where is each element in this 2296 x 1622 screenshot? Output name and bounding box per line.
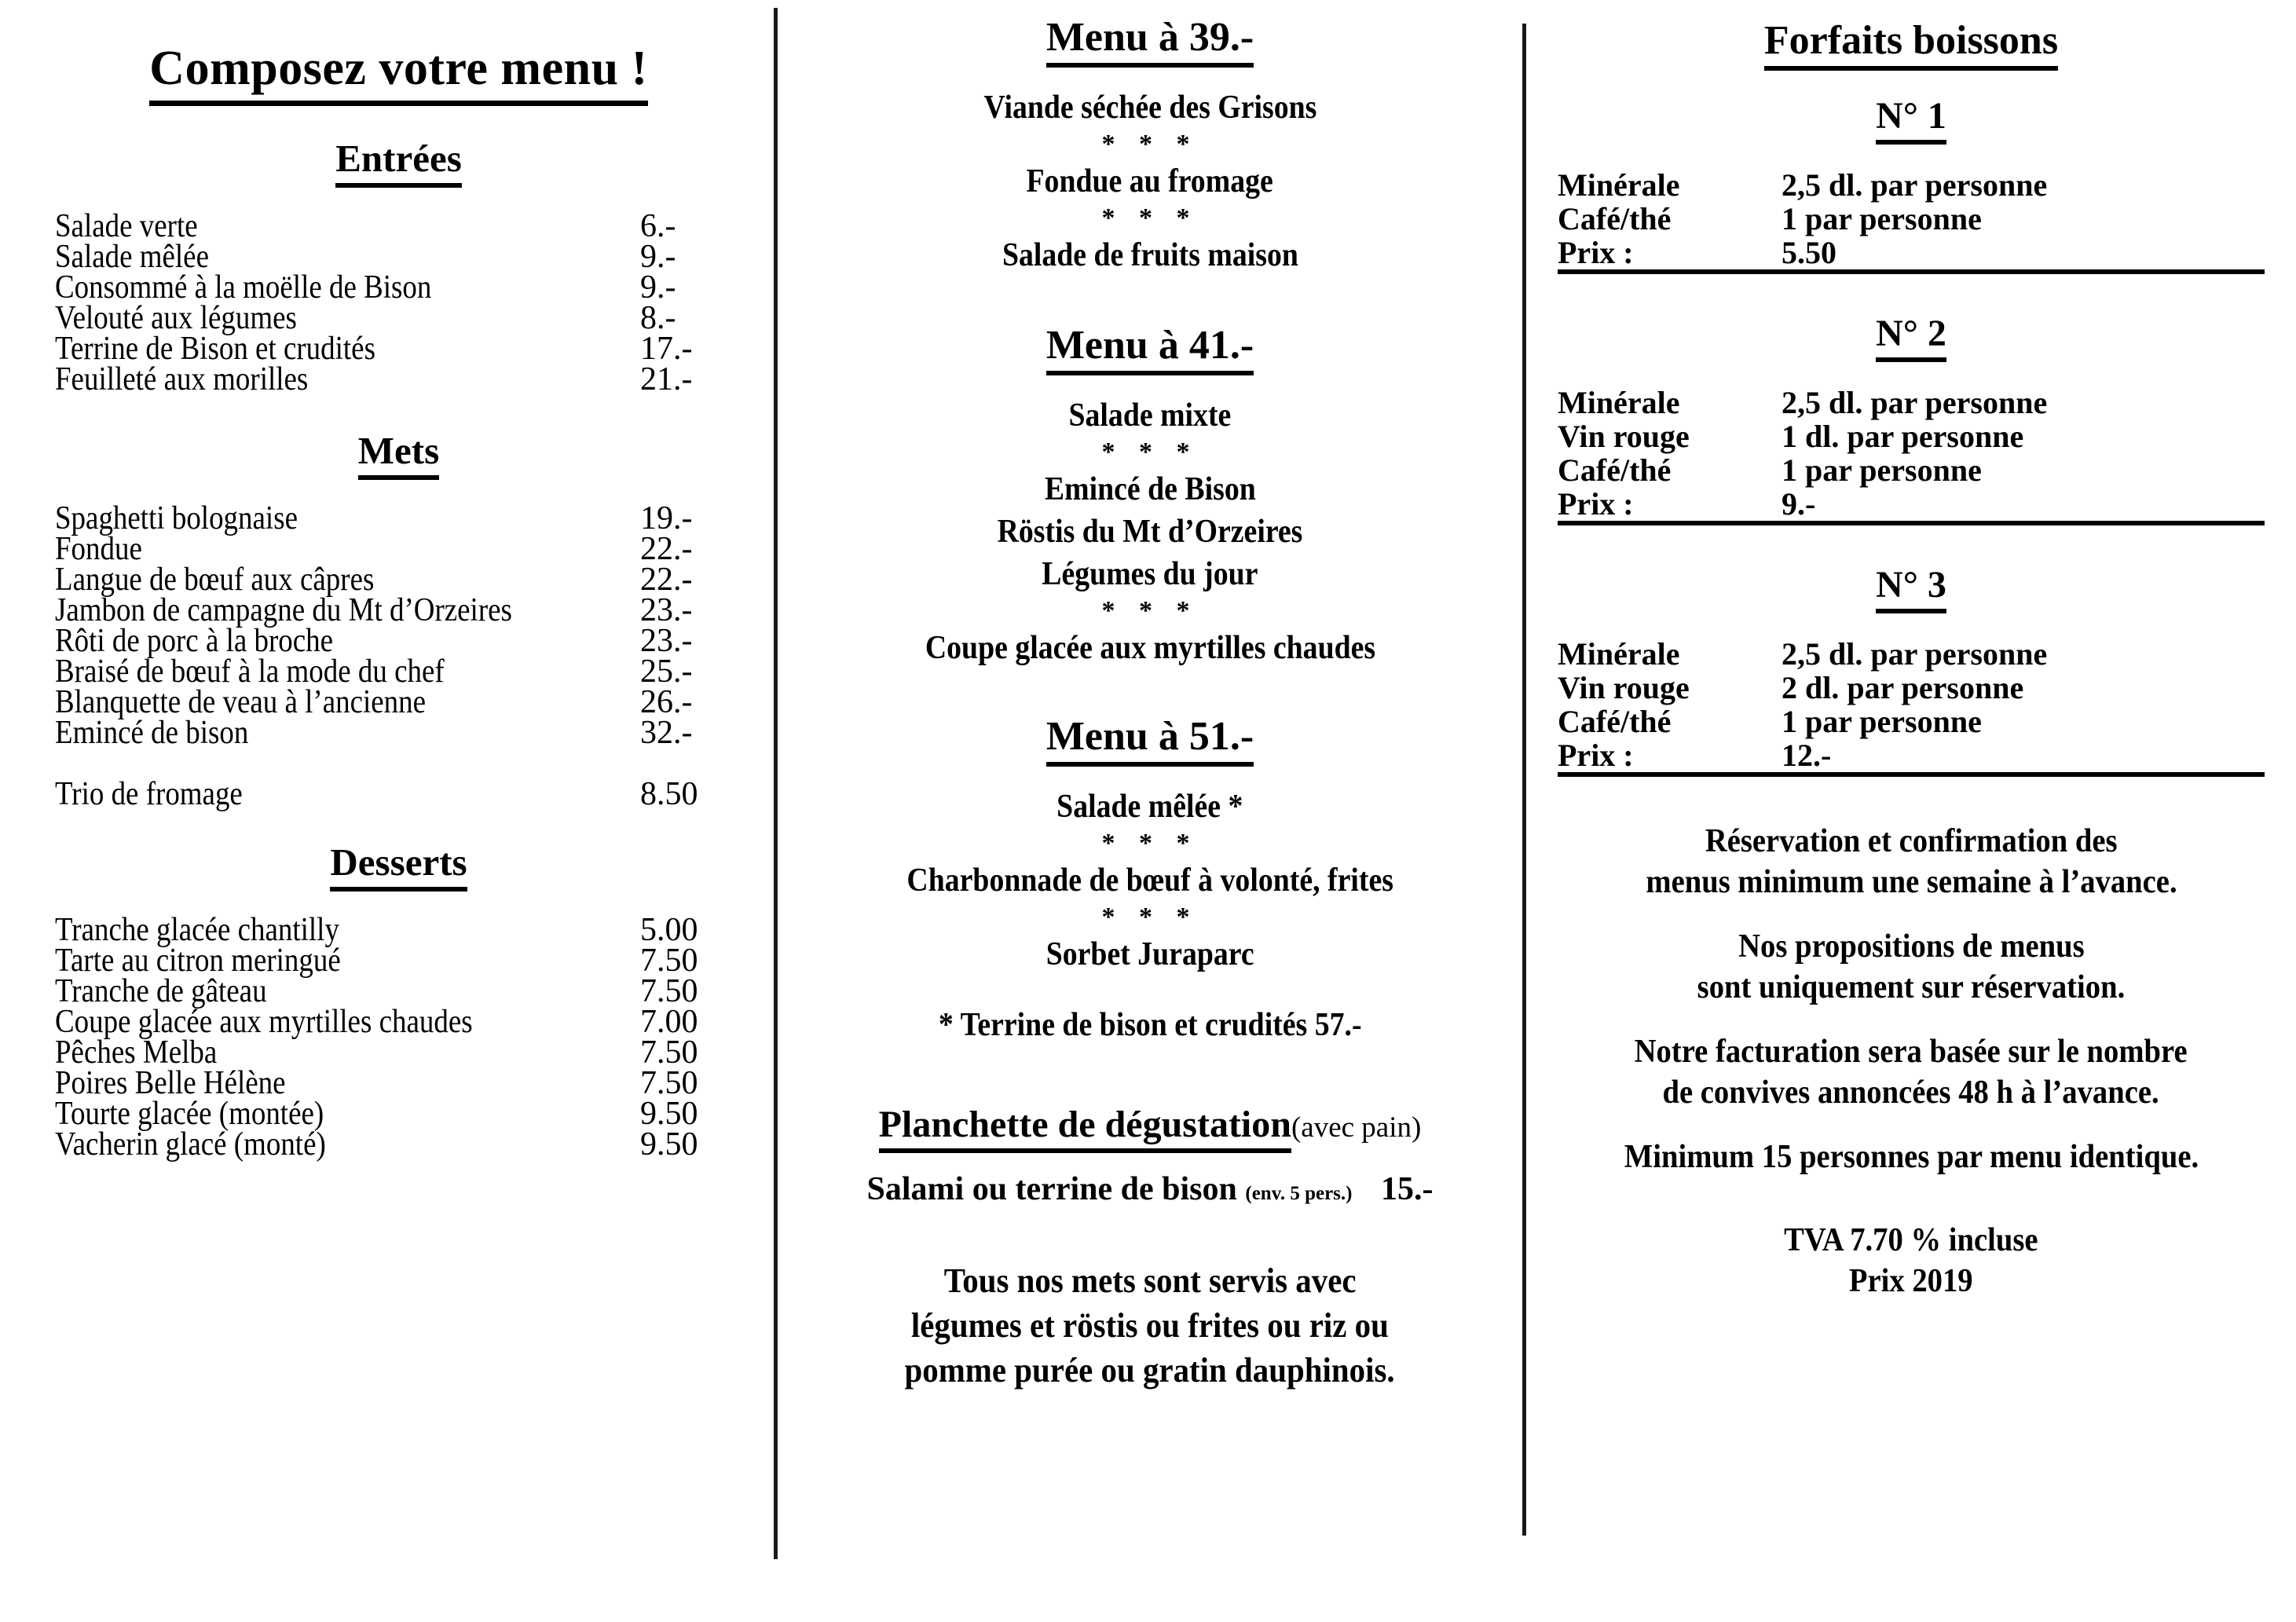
- table-row: [1558, 168, 2265, 202]
- dish-price: 7.50: [640, 943, 698, 979]
- dish-name: Poires Belle Hélène: [55, 1065, 286, 1101]
- page-title-text: Composez votre menu !: [149, 41, 647, 106]
- course-separator: * * *: [1101, 596, 1199, 625]
- notice-line: sont uniquement sur réservation.: [1697, 969, 2126, 1005]
- notice-line: de convives annoncées 48 h à l’avance.: [1662, 1075, 2160, 1111]
- serving-note: [801, 1208, 1499, 1393]
- notice-facturation: [1558, 1031, 2265, 1113]
- menu-course: Salade mêlée *: [1056, 789, 1243, 825]
- dish-name: Tarte au citron meringué: [55, 943, 341, 979]
- menu-course: Coupe glacée aux myrtilles chaudes: [925, 630, 1375, 666]
- compose-your-menu-column: [0, 0, 774, 1622]
- list-item: [55, 776, 742, 812]
- dish-name: Tourte glacée (montée): [55, 1096, 324, 1132]
- table-row: [1558, 671, 2265, 705]
- menu-footnote: * Terrine de bison et crudités 57.-: [938, 1007, 1362, 1043]
- dish-price: 8.-: [640, 300, 676, 336]
- menu-course: Sorbet Juraparc: [1045, 936, 1254, 972]
- menu-course: Viande séchée des Grisons: [983, 90, 1316, 126]
- list-item: [55, 562, 742, 598]
- dish-name: Braisé de bœuf à la mode du chef: [55, 654, 445, 690]
- notice-minimum: [1558, 1137, 2265, 1177]
- dish-name: Feuilleté aux morilles: [55, 361, 309, 397]
- row-value: 2,5 dl. par personne: [1782, 636, 2048, 672]
- list-item: [55, 654, 742, 690]
- dish-price: 22.-: [640, 562, 693, 598]
- dish-name: Blanquette de veau à l’ancienne: [55, 684, 427, 720]
- menu-course: Charbonnade de bœuf à volonté, frites: [906, 862, 1393, 899]
- list-item: [55, 623, 742, 659]
- dish-price: 25.-: [640, 654, 693, 690]
- dish-price: 23.-: [640, 623, 693, 659]
- course-separator: * * *: [1101, 903, 1199, 932]
- list-item: [55, 1034, 742, 1071]
- list-item: [55, 239, 742, 275]
- dish-price: 7.50: [640, 1034, 698, 1071]
- entrees-list: [55, 208, 742, 397]
- price-label: Prix :: [1558, 236, 1782, 272]
- dish-price: 22.-: [640, 531, 693, 567]
- planchette-block: [801, 1046, 1499, 1208]
- row-label: Minérale: [1558, 167, 1680, 203]
- package-price: 9.-: [1782, 487, 2265, 523]
- list-item: [55, 500, 742, 536]
- row-value: 1 par personne: [1782, 704, 1982, 739]
- section-title-mets: Mets: [55, 428, 742, 480]
- row-label: Minérale: [1558, 385, 1680, 420]
- list-item: [55, 531, 742, 567]
- list-item: [55, 973, 742, 1009]
- tva-line: TVA 7.70 % incluse: [1784, 1222, 2038, 1258]
- row-value: 2,5 dl. par personne: [1782, 385, 2048, 420]
- menu-set-41: [801, 276, 1499, 669]
- dish-price: 9.-: [640, 239, 676, 275]
- dish-name: Fondue: [55, 531, 142, 567]
- package-3-number: N° 3: [1558, 563, 2265, 613]
- list-item: [55, 300, 742, 336]
- row-label: Café/thé: [1558, 452, 1672, 488]
- list-item: [55, 208, 742, 244]
- dish-name: Langue de bœuf aux câpres: [55, 562, 375, 598]
- dish-price: 26.-: [640, 684, 693, 720]
- row-value: 2 dl. par personne: [1782, 670, 2024, 705]
- table-row-price: [1558, 236, 2265, 272]
- dish-price: 6.-: [640, 208, 676, 244]
- package-price: 5.50: [1782, 236, 2265, 272]
- row-label: Vin rouge: [1558, 670, 1690, 705]
- dish-price: 7.50: [640, 973, 698, 1009]
- list-item: [55, 331, 742, 367]
- tva-and-year: [1558, 1220, 2265, 1302]
- row-value: 2,5 dl. par personne: [1782, 167, 2048, 203]
- list-item: [55, 1004, 742, 1040]
- menu-course: Röstis du Mt d’Orzeires: [997, 514, 1303, 550]
- course-separator: * * *: [1101, 203, 1199, 232]
- menu-course: Salade de fruits maison: [1002, 237, 1298, 273]
- serving-note-line: pomme purée ou gratin dauphinois.: [904, 1351, 1396, 1390]
- dish-price: 17.-: [640, 331, 693, 367]
- package-1-number: N° 1: [1558, 94, 2265, 145]
- list-item: [55, 269, 742, 306]
- planchette-heading: [801, 1103, 1499, 1153]
- row-value: 1 par personne: [1782, 201, 1982, 236]
- dish-name: Vacherin glacé (monté): [55, 1126, 326, 1162]
- planchette-item-price: 15.-: [1380, 1171, 1434, 1207]
- desserts-list: [55, 912, 742, 1162]
- dish-name: Velouté aux légumes: [55, 300, 297, 336]
- notice-line: Notre facturation sera basée sur le nombre: [1634, 1034, 2188, 1070]
- planchette-item-note: (env. 5 pers.): [1245, 1183, 1353, 1204]
- list-spacer: [55, 749, 742, 779]
- menu-set-heading: Menu à 41.-: [801, 322, 1499, 375]
- dish-price: 7.50: [640, 1065, 698, 1101]
- dish-price: 32.-: [640, 715, 693, 751]
- list-item: [55, 1065, 742, 1101]
- table-row-price: [1558, 487, 2265, 523]
- dish-name: Emincé de bison: [55, 715, 249, 751]
- package-1-table: [1558, 168, 2265, 274]
- price-year-line: Prix 2019: [1849, 1263, 1973, 1299]
- fixed-menus-column: [778, 0, 1522, 1622]
- drinks-title: Forfaits boissons: [1558, 0, 2265, 71]
- dish-price: 21.-: [640, 361, 693, 397]
- menu-course: Légumes du jour: [1042, 556, 1258, 592]
- dish-name: Tranche glacée chantilly: [55, 912, 339, 948]
- dish-name: Tranche de gâteau: [55, 973, 267, 1009]
- dish-name: Trio de fromage: [55, 776, 243, 812]
- planchette-heading-suffix: (avec pain): [1291, 1111, 1422, 1144]
- dish-name: Jambon de campagne du Mt d’Orzeires: [55, 592, 512, 628]
- row-label: Vin rouge: [1558, 419, 1690, 454]
- drink-packages-column: [1526, 0, 2296, 1622]
- menu-course: Emincé de Bison: [1044, 471, 1256, 507]
- list-item: [55, 684, 742, 720]
- dish-price: 8.50: [640, 776, 698, 812]
- price-label: Prix :: [1558, 738, 1782, 774]
- page-title: [55, 0, 742, 106]
- serving-note-line: Tous nos mets sont servis avec: [943, 1261, 1357, 1300]
- list-item: [55, 592, 742, 628]
- mets-list: [55, 500, 742, 812]
- dish-price: 9.50: [640, 1126, 698, 1162]
- menu-set-heading: Menu à 51.-: [801, 713, 1499, 767]
- dish-name: Rôti de porc à la broche: [55, 623, 334, 659]
- package-price: 12.-: [1782, 738, 2265, 774]
- package-2-table: [1558, 386, 2265, 525]
- dish-price: 9.50: [640, 1096, 698, 1132]
- table-row: [1558, 386, 2265, 419]
- list-item: [55, 943, 742, 979]
- table-row: [1558, 453, 2265, 487]
- notice-line: Réservation et confirmation des: [1705, 823, 2118, 859]
- menu-course: Fondue au fromage: [1026, 163, 1274, 200]
- dish-name: Salade verte: [55, 208, 198, 244]
- notice-line: Nos propositions de menus: [1738, 928, 2085, 965]
- table-row: [1558, 637, 2265, 671]
- dish-name: Spaghetti bolognaise: [55, 500, 298, 536]
- list-item: [55, 715, 742, 751]
- row-value: 1 dl. par personne: [1782, 419, 2024, 454]
- planchette-item: [801, 1170, 1499, 1208]
- row-label: Café/thé: [1558, 704, 1672, 739]
- package-3-table: [1558, 637, 2265, 777]
- course-separator: * * *: [1101, 438, 1199, 467]
- dish-name: Pêches Melba: [55, 1034, 218, 1071]
- table-row: [1558, 419, 2265, 453]
- section-title-desserts: Desserts: [55, 840, 742, 892]
- section-title-entrees: Entrées: [55, 136, 742, 188]
- dish-name: Terrine de Bison et crudités: [55, 331, 375, 367]
- row-value: 1 par personne: [1782, 452, 1982, 488]
- dish-name: Consommé à la moëlle de Bison: [55, 269, 432, 306]
- notice-line: Minimum 15 personnes par menu identique.: [1624, 1139, 2199, 1175]
- dish-price: 7.00: [640, 1004, 698, 1040]
- dish-price: 23.-: [640, 592, 693, 628]
- list-item: [55, 1126, 742, 1162]
- list-item: [55, 912, 742, 948]
- dish-name: Coupe glacée aux myrtilles chaudes: [55, 1004, 473, 1040]
- serving-note-line: légumes et röstis ou frites ou riz ou: [910, 1306, 1390, 1345]
- menu-set-heading: Menu à 39.-: [801, 14, 1499, 68]
- package-2-number: N° 2: [1558, 312, 2265, 362]
- course-separator: * * *: [1101, 829, 1199, 858]
- course-separator: * * *: [1101, 130, 1199, 159]
- menu-course: Salade mixte: [1068, 397, 1232, 434]
- dish-price: 19.-: [640, 500, 693, 536]
- notice-reservation: [1558, 821, 2265, 903]
- row-label: Minérale: [1558, 636, 1680, 672]
- dish-price: 5.00: [640, 912, 698, 948]
- planchette-item-name: Salami ou terrine de bison: [866, 1171, 1237, 1207]
- notice-line: menus minimum une semaine à l’avance.: [1645, 864, 2177, 900]
- notice-propositions: [1558, 926, 2265, 1008]
- table-row: [1558, 202, 2265, 236]
- menu-set-39: [801, 0, 1499, 276]
- dish-price: 9.-: [640, 269, 676, 306]
- list-item: [55, 361, 742, 397]
- row-label: Café/thé: [1558, 201, 1672, 236]
- menu-set-51: [801, 669, 1499, 1046]
- price-label: Prix :: [1558, 487, 1782, 523]
- list-item: [55, 1096, 742, 1132]
- dish-name: Salade mêlée: [55, 239, 209, 275]
- table-row-price: [1558, 738, 2265, 774]
- table-row: [1558, 705, 2265, 738]
- planchette-heading-text: Planchette de dégustation: [879, 1103, 1291, 1153]
